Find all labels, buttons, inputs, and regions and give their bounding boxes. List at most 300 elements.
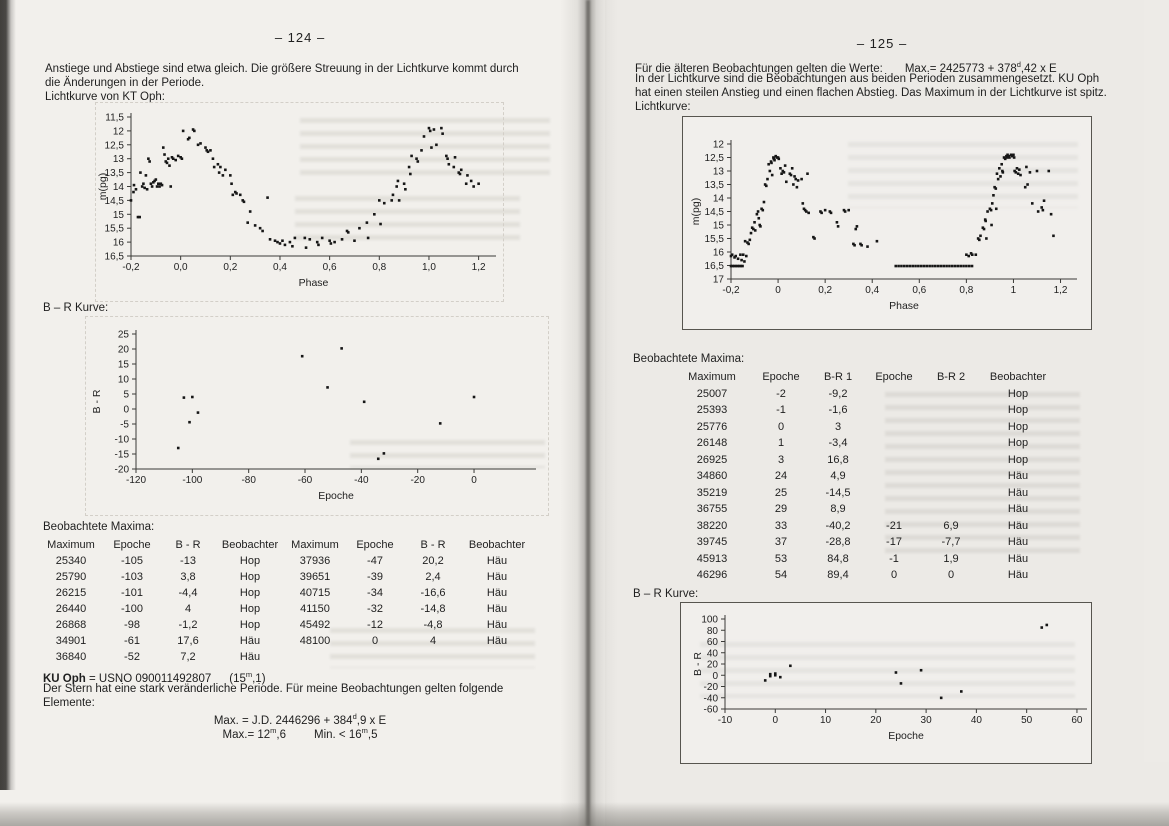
table-cell: 25393	[696, 404, 728, 416]
data-point	[764, 679, 767, 682]
table-cell: -1	[889, 552, 899, 565]
table-header-cell: B - R	[420, 539, 446, 551]
data-point	[759, 225, 762, 228]
data-point	[472, 185, 475, 188]
table-cell: Häu	[486, 587, 508, 599]
data-point	[246, 221, 249, 224]
table-cell: Hop	[239, 603, 261, 615]
data-point	[979, 235, 982, 238]
page-number-left: – 124 –	[274, 30, 326, 45]
x-tick-label: 1	[1010, 285, 1017, 296]
max-magnitude: Max.= 12	[222, 728, 271, 741]
data-point	[957, 265, 960, 268]
table-cell	[866, 419, 922, 436]
data-point	[330, 242, 333, 245]
table-cell: 26148	[696, 437, 728, 449]
data-point	[397, 180, 400, 183]
data-point	[847, 209, 850, 212]
kt-oph-lightcurve-chart	[95, 102, 504, 302]
data-point	[856, 225, 859, 228]
y-tick-label: -5	[120, 419, 129, 431]
table-cell: Hop	[1007, 420, 1029, 433]
data-point	[254, 224, 257, 227]
x-axis-title: Epoche	[888, 730, 924, 742]
data-point	[383, 452, 386, 455]
table-cell: 1,9	[943, 552, 959, 565]
ku-oph-br-chart	[680, 602, 1092, 764]
y-tick-label: 14,5	[104, 195, 124, 207]
table-row	[672, 452, 1058, 469]
table-cell: 25007	[696, 387, 728, 400]
table-cell: Häu	[1007, 552, 1029, 565]
data-point	[766, 178, 769, 181]
table-cell: 0	[371, 635, 379, 647]
data-point	[209, 149, 212, 152]
data-point	[161, 184, 164, 187]
y-tick-label: 12,5	[704, 153, 724, 164]
data-point	[168, 164, 171, 167]
data-point	[984, 220, 987, 223]
data-point	[805, 210, 808, 213]
x-tick-label: -10	[717, 715, 733, 726]
data-point	[749, 239, 752, 242]
table-cell: 37	[774, 536, 788, 548]
data-point	[914, 265, 917, 268]
table-cell: 4	[184, 603, 192, 615]
table-cell: 34860	[696, 470, 728, 482]
data-point	[773, 159, 776, 162]
data-point	[1017, 172, 1020, 175]
data-point	[217, 163, 220, 166]
y-tick-label: 13,5	[104, 168, 124, 180]
table-cell: -14,5	[825, 486, 851, 499]
data-point	[742, 253, 745, 256]
data-point	[291, 245, 294, 248]
data-point	[157, 182, 160, 185]
data-point	[163, 153, 166, 156]
data-point	[398, 199, 401, 202]
data-point	[801, 202, 804, 205]
table-cell: -103	[120, 571, 144, 583]
y-tick-label: 100	[701, 614, 718, 626]
data-point	[181, 157, 184, 160]
data-point	[900, 682, 903, 685]
data-point	[797, 179, 800, 182]
data-point	[177, 155, 180, 158]
y-tick-label: 12	[712, 139, 724, 151]
data-point	[130, 199, 133, 202]
table-row	[672, 435, 1058, 452]
data-point	[789, 665, 792, 668]
data-point	[917, 265, 920, 268]
x-tick-label: 10	[819, 715, 832, 726]
data-point	[224, 169, 227, 172]
ku-oph-lightcurve-plot	[683, 117, 1089, 327]
table-cell: -34	[367, 587, 383, 599]
data-point	[854, 228, 857, 231]
data-point	[473, 396, 476, 399]
data-point	[769, 170, 772, 173]
y-tick-label: 10	[117, 374, 129, 386]
data-point	[784, 164, 787, 167]
table-cell: Hop	[239, 555, 261, 567]
star-magnitude-frac: ,1)	[252, 672, 266, 685]
table-cell	[404, 649, 462, 665]
table-cell: -28,8	[825, 536, 851, 548]
older-observations-label: Für die älteren Beobachtungen gelten die Werte:	[635, 62, 883, 75]
table-header-row	[38, 537, 532, 553]
x-tick-label: 0	[775, 285, 781, 296]
y-tick-label: -10	[114, 434, 129, 446]
data-point	[430, 146, 433, 149]
data-point	[441, 132, 444, 135]
table-cell: 25776	[696, 420, 728, 433]
data-point	[942, 265, 945, 268]
data-point	[169, 185, 172, 188]
data-point	[333, 241, 336, 244]
table-row	[672, 567, 1058, 584]
data-point	[909, 265, 912, 268]
data-point	[1018, 168, 1021, 171]
data-point	[770, 162, 773, 165]
table-cell	[866, 501, 922, 518]
data-point	[990, 209, 993, 212]
table-header-cell: Beobachter	[221, 539, 279, 551]
table-cell: 3	[834, 420, 842, 433]
table-row	[38, 553, 532, 569]
intro-line: hat einen steilen Anstieg und einen flachen Abstieg. Das Maximum in der Lichtkurve ist spitz.	[635, 87, 1107, 99]
table-row	[38, 585, 532, 601]
table-cell: -4,4	[178, 587, 198, 599]
y-tick-label: 15	[117, 359, 129, 371]
x-tick-label: 0,4	[273, 262, 287, 273]
table-cell: 48100	[299, 635, 331, 647]
data-point	[378, 199, 381, 202]
data-point	[830, 212, 833, 215]
data-point	[317, 244, 320, 247]
x-tick-label: 0,8	[959, 285, 974, 296]
data-point	[212, 157, 215, 160]
data-point	[997, 178, 1000, 181]
data-point	[985, 237, 988, 240]
data-point	[167, 157, 170, 160]
data-point	[741, 265, 744, 268]
data-point	[408, 166, 411, 169]
data-point	[792, 183, 795, 186]
y-tick-label: 60	[706, 637, 718, 648]
data-point	[791, 167, 794, 170]
table-header-cell: Epoche	[356, 539, 394, 551]
table-row	[672, 501, 1058, 518]
table-cell: Häu	[1007, 536, 1029, 548]
table-cell: 46296	[696, 569, 728, 581]
table-row	[672, 419, 1058, 436]
table-cell	[284, 649, 346, 665]
table-row	[38, 633, 532, 649]
data-point	[204, 146, 207, 149]
table-cell: 16,8	[827, 453, 849, 466]
data-point	[328, 239, 331, 242]
data-point	[903, 265, 906, 268]
kt-oph-lightcurve-plot	[96, 103, 501, 299]
data-point	[188, 421, 191, 424]
table-cell	[866, 468, 922, 485]
table-cell: -16,6	[420, 587, 446, 599]
data-point	[962, 265, 965, 268]
data-point	[948, 265, 951, 268]
x-tick-label: -0,2	[122, 262, 140, 273]
data-point	[448, 163, 451, 166]
y-tick-label: 16,5	[704, 261, 724, 272]
table-cell	[922, 468, 980, 485]
y-tick-label: 80	[706, 625, 718, 637]
data-point	[894, 265, 897, 268]
y-tick-label: -20	[114, 464, 129, 476]
table-cell: Häu	[486, 571, 508, 583]
data-point	[276, 241, 279, 244]
data-point	[415, 157, 418, 160]
table-cell: Häu	[1007, 519, 1029, 532]
table-header-cell: Beobachter	[468, 539, 526, 551]
intro-line: die Änderungen in der Periode.	[45, 77, 205, 89]
table-cell: 26215	[55, 587, 87, 599]
x-tick-label: 30	[920, 715, 932, 726]
br-curve-caption: B – R Kurve:	[43, 302, 109, 314]
data-point	[928, 265, 931, 268]
data-point	[358, 227, 361, 230]
lightcurve-caption: Lichtkurve von KT Oph:	[45, 91, 165, 103]
data-point	[996, 172, 999, 175]
data-point	[145, 174, 148, 177]
left-maxima-table	[38, 537, 532, 665]
data-point	[1015, 171, 1018, 174]
maxima-caption: Beobachtete Maxima:	[633, 353, 745, 365]
table-row	[38, 601, 532, 617]
epoch-formula-tail: ,42 x E	[1020, 62, 1057, 75]
table-cell: Hop	[239, 587, 261, 599]
x-tick-label: 1,2	[471, 262, 486, 273]
data-point	[213, 166, 216, 169]
table-cell: 33	[774, 519, 788, 532]
data-point	[135, 188, 138, 191]
scan-left-edge	[0, 0, 16, 790]
data-point	[750, 232, 753, 235]
table-cell: 40715	[299, 587, 331, 599]
data-point	[978, 239, 981, 242]
data-point	[390, 199, 393, 202]
table-cell: 37936	[299, 555, 331, 567]
table-cell: 53	[774, 552, 788, 565]
y-axis-title: B - R	[91, 389, 103, 414]
data-point	[783, 171, 786, 174]
epoch-formula-tail: ,9 x E	[356, 714, 387, 727]
data-point	[1013, 156, 1016, 159]
table-cell: 25790	[55, 571, 87, 583]
data-point	[1045, 624, 1048, 627]
description-line: Elemente:	[43, 697, 95, 709]
table-header-cell: B - R	[175, 539, 201, 551]
data-point	[155, 178, 158, 181]
data-point	[940, 697, 943, 700]
table-header-cell: B-R 2	[936, 371, 966, 383]
table-header-cell: Epoche	[875, 371, 913, 383]
table-cell: -61	[124, 635, 140, 647]
data-point	[779, 676, 782, 679]
data-point	[1037, 210, 1040, 213]
data-point	[162, 146, 165, 149]
data-point	[1031, 202, 1034, 205]
y-tick-label: 16	[112, 237, 124, 249]
table-cell: 54	[774, 569, 788, 581]
data-point	[383, 202, 386, 205]
table-cell: -13	[180, 555, 196, 567]
data-point	[1008, 156, 1011, 159]
data-point	[151, 185, 154, 188]
table-row	[38, 649, 532, 665]
data-point	[959, 265, 962, 268]
table-cell: 4,9	[830, 470, 846, 482]
table-row	[672, 534, 1058, 551]
data-point	[990, 224, 993, 227]
table-cell: -98	[124, 619, 140, 631]
y-tick-label: 11,5	[105, 112, 124, 124]
data-point	[266, 196, 269, 199]
x-tick-label: -20	[410, 475, 425, 486]
data-point	[753, 221, 756, 224]
data-point	[281, 239, 284, 242]
data-point	[316, 241, 319, 244]
table-cell: 7,2	[180, 651, 196, 663]
data-point	[133, 184, 136, 187]
y-tick-label: 13	[712, 166, 724, 178]
data-point	[992, 194, 995, 197]
data-point	[446, 157, 449, 160]
epoch-formula: Max. = J.D. 2446296 + 384	[213, 714, 353, 727]
data-point	[745, 255, 748, 258]
table-cell: Hop	[1007, 404, 1029, 416]
table-header-cell: Maximum	[688, 371, 736, 383]
y-tick-label: 13	[112, 154, 124, 166]
table-cell: -101	[120, 587, 144, 599]
table-cell: 26440	[55, 603, 87, 615]
data-point	[999, 175, 1002, 178]
data-point	[844, 210, 847, 213]
data-point	[148, 160, 151, 163]
data-point	[459, 173, 462, 176]
intro-line: Anstiege und Abstiege sind etwa gleich. Die größere Streuung in der Lichtkurve kommt durch	[45, 63, 519, 75]
data-point	[294, 237, 297, 240]
data-point	[743, 260, 746, 263]
table-cell: 29	[774, 503, 788, 515]
y-tick-label: 15,5	[104, 223, 124, 235]
table-cell: 1	[777, 437, 785, 449]
table-cell	[922, 501, 980, 518]
table-cell: -100	[120, 603, 144, 615]
table-cell: 38220	[696, 519, 728, 532]
data-point	[188, 137, 191, 140]
data-point	[269, 238, 272, 241]
x-tick-label: 1,2	[1053, 285, 1068, 296]
x-tick-label: 0,6	[912, 285, 927, 296]
data-point	[986, 210, 989, 213]
y-tick-label: 0	[123, 404, 129, 416]
data-point	[207, 150, 210, 153]
table-cell: -9,2	[828, 387, 848, 400]
table-header-cell: Epoche	[762, 371, 800, 383]
data-point	[837, 225, 840, 228]
data-point	[954, 265, 957, 268]
data-point	[301, 355, 304, 358]
data-point	[279, 242, 282, 245]
data-point	[807, 212, 810, 215]
description-line: Der Stern hat eine stark veränderliche Periode. Für meine Beobachtungen gelten folgende	[43, 683, 504, 695]
data-point	[1019, 174, 1022, 177]
data-point	[739, 253, 742, 256]
table-cell	[346, 649, 404, 665]
y-tick-label: 12,5	[104, 140, 124, 152]
x-tick-label: 50	[1021, 715, 1033, 726]
x-tick-label: -40	[354, 475, 369, 486]
x-tick-label: 0,0	[173, 262, 188, 273]
data-point	[777, 158, 780, 161]
table-cell: Hop	[1007, 453, 1029, 466]
data-point	[199, 142, 202, 145]
x-tick-label: 0	[471, 475, 477, 486]
x-tick-label: 0,4	[865, 285, 880, 296]
table-row	[38, 569, 532, 585]
y-tick-label: 20	[706, 659, 718, 671]
data-point	[404, 188, 407, 191]
data-point	[229, 174, 232, 177]
data-point	[363, 401, 366, 404]
data-point	[439, 422, 442, 425]
data-point	[146, 188, 149, 191]
y-tick-label: 13,5	[704, 180, 724, 191]
data-point	[757, 217, 760, 220]
min-magnitude: Min. < 16	[314, 728, 362, 741]
table-cell: Häu	[1007, 470, 1029, 482]
x-tick-label: 1,0	[422, 262, 436, 273]
data-point	[765, 185, 768, 188]
data-point	[937, 265, 940, 268]
data-point	[219, 166, 222, 169]
min-magnitude-frac: ,5	[367, 728, 378, 741]
table-cell: -2	[776, 387, 786, 400]
table-cell: -3,4	[828, 437, 848, 449]
data-point	[756, 213, 759, 216]
data-point	[139, 171, 142, 174]
data-point	[774, 674, 777, 677]
data-point	[995, 208, 998, 211]
table-cell: 2,4	[425, 571, 441, 583]
data-point	[230, 182, 233, 185]
table-cell	[922, 386, 980, 403]
y-tick-label: 15	[112, 209, 124, 221]
table-row	[672, 551, 1058, 568]
data-point	[790, 174, 793, 177]
x-tick-label: -120	[125, 475, 147, 486]
magnitude-superscript: m	[245, 670, 253, 679]
table-cell: Hop	[239, 619, 261, 631]
book-spine-line	[586, 0, 590, 826]
y-tick-label: 16	[712, 247, 724, 259]
table-cell: 25	[774, 486, 788, 499]
table-cell: -4,8	[423, 619, 443, 631]
data-point	[239, 194, 242, 197]
data-point	[734, 255, 737, 258]
ku-oph-br-plot	[681, 603, 1089, 761]
y-tick-label: 15,5	[704, 234, 724, 245]
